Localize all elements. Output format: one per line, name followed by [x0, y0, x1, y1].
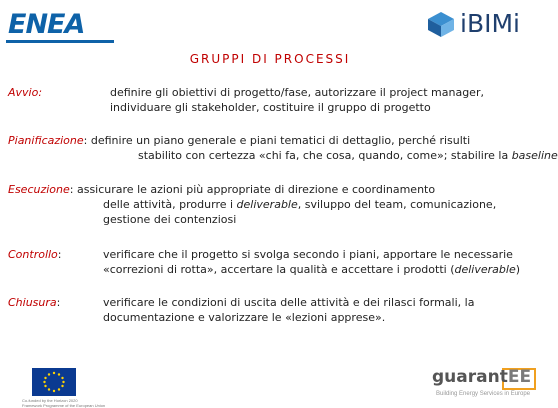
phase-text-avvio: [110, 85, 484, 115]
chiusura-line-2: documentazione e valorizzare le «lezioni apprese».: [103, 311, 386, 324]
enea-logo-underline: [6, 40, 114, 43]
pianificazione-line-1: : definire un piano generale e piani tematici di dettaglio, perché risulti: [83, 134, 471, 147]
phase-block-controllo: [8, 247, 62, 262]
esecuzione-line-3: gestione dei contenziosi: [103, 213, 237, 226]
esecuzione-line-2a: delle attività, produrre i: [103, 198, 237, 211]
avvio-line-2: individuare gli stakeholder, costituire il gruppo di progetto: [110, 101, 431, 114]
eu-flag-icon: [32, 368, 76, 396]
phase-label-chiusura: Chiusura: [8, 296, 57, 309]
avvio-line-1: definire gli obiettivi di progetto/fase, autorizzare il project manager,: [110, 86, 484, 99]
esecuzione-line-1: : assicurare le azioni più appropriate di direzione e coordinamento: [69, 183, 436, 196]
esecuzione-line-2b: , sviluppo del team, comunicazione,: [297, 198, 497, 211]
phase-label-pianificazione: Pianificazione: [8, 134, 84, 147]
pianificazione-line-2: stabilito con certezza «chi fa, che cosa, quando, come»; stabilire la: [138, 149, 512, 162]
eu-caption-line-1: Co-funded by the Horizon 2020: [22, 398, 78, 403]
enea-logo: [6, 10, 124, 40]
controllo-deliverable: deliverable: [454, 263, 516, 276]
guarantee-logo: [432, 366, 538, 402]
phase-label-controllo: Controllo: [8, 248, 58, 261]
phase-block-esecuzione: [8, 182, 496, 227]
eu-funding-block: [22, 368, 106, 408]
enea-logo-text: ENEA: [8, 9, 85, 40]
phase-text-controllo: [103, 247, 520, 277]
phase-block-chiusura: [8, 295, 60, 310]
controllo-line-2b: ): [515, 263, 521, 276]
controllo-colon: :: [57, 248, 62, 261]
chiusura-colon: :: [56, 296, 61, 309]
controllo-line-2a: «correzioni di rotta», accertare la qualità e accettare i prodotti (: [103, 263, 455, 276]
guarantee-logo-ee: EE: [507, 367, 532, 387]
eu-caption-line-2: Framework Programme of the European Union: [22, 403, 106, 408]
ibimi-cube-icon: [426, 10, 456, 38]
guarantee-logo-main: guarant: [432, 367, 508, 387]
guarantee-tagline: Building Energy Services in Europe: [436, 391, 531, 397]
guarantee-logo-text: [432, 366, 531, 388]
chiusura-line-1: verificare le condizioni di uscita delle attività e dei rilasci formali, la: [103, 296, 475, 309]
ibimi-logo: [426, 8, 536, 40]
pianificazione-baseline: baseline: [511, 149, 558, 162]
esecuzione-deliverable: deliverable: [236, 198, 298, 211]
ibimi-logo-text: iBIMi: [460, 9, 520, 38]
controllo-line-1: verificare che il progetto si svolga secondo i piani, apportare le necessarie: [103, 248, 513, 261]
phase-block-pianificazione: [8, 133, 558, 163]
phase-label-avvio: Avvio:: [8, 86, 43, 99]
phase-text-chiusura: [103, 295, 474, 325]
eu-caption: [22, 398, 105, 408]
slide-title: GRUPPI DI PROCESSI: [189, 52, 351, 66]
phase-label-esecuzione: Esecuzione: [8, 183, 70, 196]
